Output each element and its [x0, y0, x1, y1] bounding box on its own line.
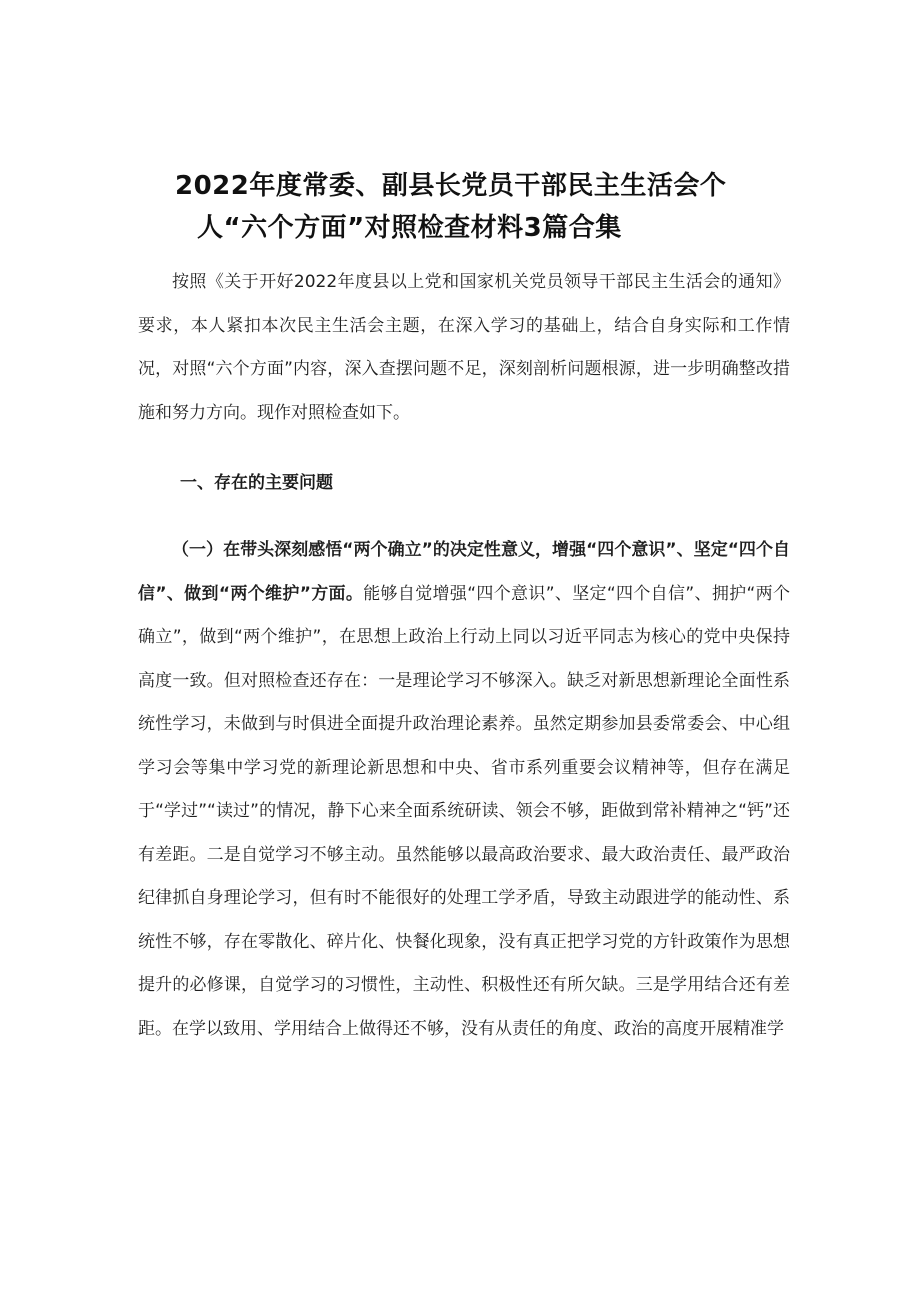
section-heading-problems: 一、存在的主要问题	[180, 473, 333, 493]
subsection-paragraph-1	[138, 529, 790, 1051]
document-title	[175, 165, 795, 249]
title-line-2: 人“六个方面”对照检查材料3篇合集	[197, 213, 622, 243]
intro-paragraph: 按照《关于开好2022年度县以上党和国家机关党员领导干部民主生活会的通知》要求，本人紧扣本次民主生活会主题，在深入学习的基础上，结合自身实际和工作情况，对照“六个方面”内容，深入查摆问题不足，深刻剖析问题根源，进一步明确整改措施和努力方向。现作对照检查如下。	[138, 272, 790, 423]
subsection-lead: （一）在带头深刻感悟“两个确立”的决定性意义，增强“四个意识”、坚定“四个自信”、做到“两个维护”方面。	[138, 540, 790, 604]
subsection-body: 能够自觉增强“四个意识”、坚定“四个自信”、拥护“两个确立”，做到“两个维护”，在思想上政治上行动上同以习近平同志为核心的党中央保持高度一致。但对照检查还存在：一是理论学习不够深入。缺乏对新思想新理论全面性系统性学习，未做到与时俱进全面提升政治理论素养。虽然定期参加县委常委会、中心组学习会等集中学习党的新理论新思想和中央、省市系列重要会议精神等，但存在满足于“学过”“读过”的情况，静下心来全面系统研读、领会不够，距做到常补精神之“钙”还有差距。二是自觉学习不够主动。虽然能够以最高政治要求、最大政治责任、最严政治纪律抓自身理论学习，但有时不能很好的处理工学矛盾，导致主动跟进学的能动性、系统性不够，存在零散化、碎片化、快餐化现象，没有真正把学习党的方针政策作为思想提升的必修课，自觉学习的习惯性，主动性、积极性还有所欠缺。三是学用结合还有差距。在学以致用、学用结合上做得还不够，没有从责任的角度、政治的高度开展精准学	[138, 583, 790, 1039]
title-line-1: 2022年度常委、副县长党员干部民主生活会个	[175, 171, 727, 201]
